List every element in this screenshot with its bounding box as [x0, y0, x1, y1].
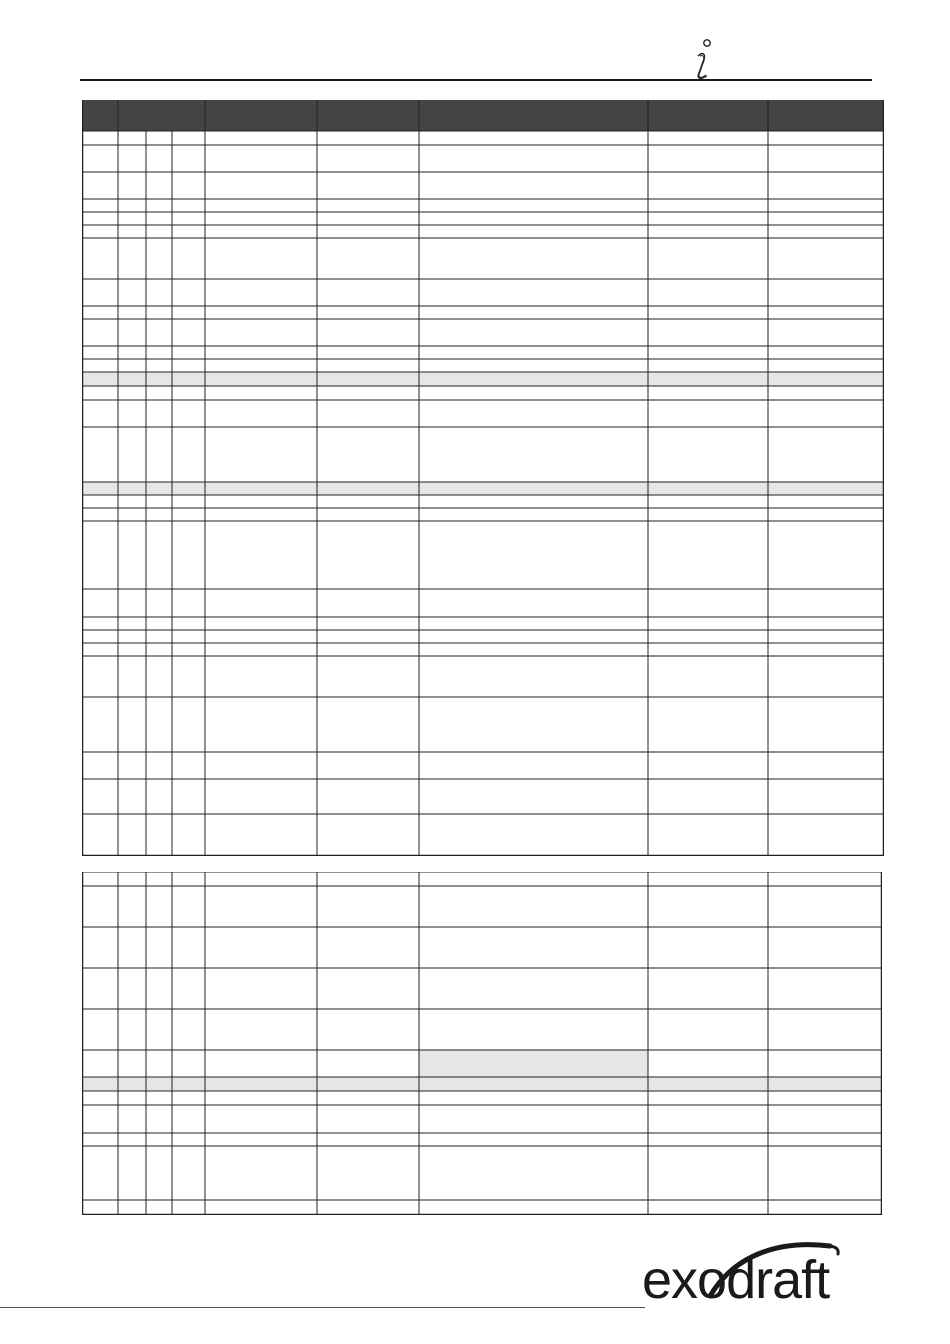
logo-wordmark: exodraft	[642, 1250, 830, 1310]
parameter-table-continued	[82, 872, 882, 1215]
info-icon	[688, 38, 718, 84]
footer-rule	[0, 1307, 645, 1308]
table-cell-shaded	[419, 1050, 648, 1077]
table-row-shaded	[82, 482, 884, 495]
parameter-table	[82, 100, 884, 856]
exodraft-logo	[640, 1234, 880, 1314]
table-row-shaded	[82, 1077, 882, 1091]
table-row-shaded	[82, 372, 884, 386]
header-rule	[80, 79, 872, 81]
table-header-row	[82, 100, 884, 131]
